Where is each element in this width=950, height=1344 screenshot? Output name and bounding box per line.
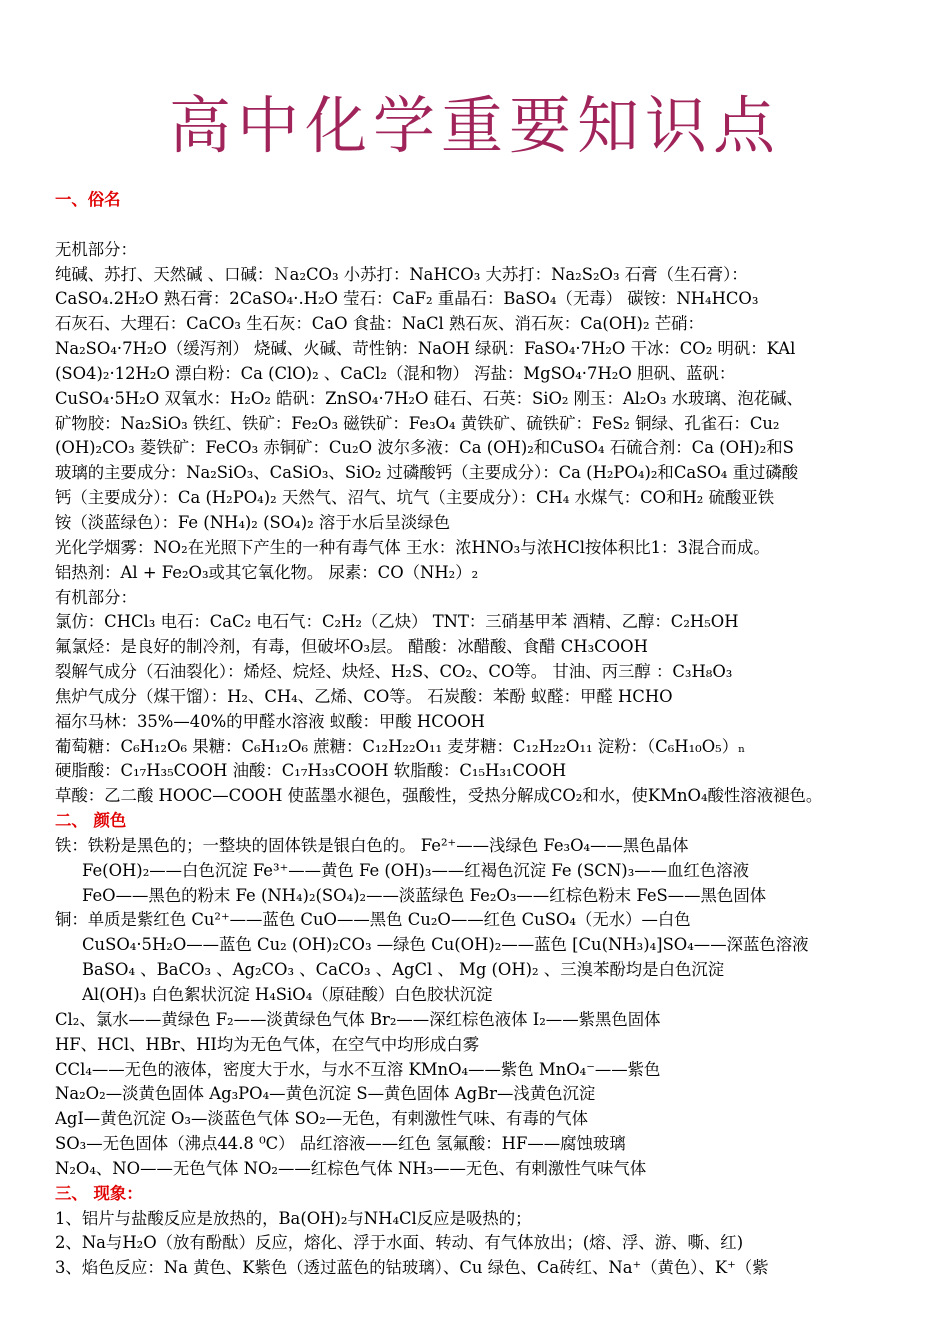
text-line: 纯碱、苏打、天然碱 、口碱：Ｎa₂CO₃ 小苏打：NaHCO₃ 大苏打：Na₂S₂O₃ 石膏（生石膏）： <box>55 264 748 284</box>
text-line: 有机部分： <box>55 587 137 607</box>
text-line: 3、焰色反应：Na 黄色、K紫色（透过蓝色的钴玻璃）、Cu 绿色、Ca砖红、Na⁺（黄色）、K⁺（紫 <box>55 1258 769 1278</box>
section-heading: 三、 现象： <box>55 1183 143 1203</box>
text-line: 葡萄糖：C₆H₁₂O₆ 果糖：C₆H₁₂O₆ 蔗糖：C₁₂H₂₂O₁₁ 麦芽糖：C₁₂H₂₂O₁₁ 淀粉：（C₆H₁₀O₅）ₙ <box>55 736 746 756</box>
text-line: 2、Na与H₂O（放有酚酞）反应，熔化、浮于水面、转动、有气体放出；(熔、浮、游、嘶、红) <box>55 1233 744 1253</box>
text-line: SO₃—无色固体（沸点44.8 ⁰C） 品红溶液——红色 氢氟酸：HF——腐蚀玻璃 <box>55 1134 626 1154</box>
text-line: Na₂O₂—淡黄色固体 Ag₃PO₄—黄色沉淀 S—黄色固体 AgBr—浅黄色沉淀 <box>55 1084 596 1104</box>
text-line: 玻璃的主要成分：Na₂SiO₃、CaSiO₃、SiO₂ 过磷酸钙（主要成分）：Ca (H₂PO₄)₂和CaSO₄ 重过磷酸 <box>55 463 799 483</box>
text-line: 裂解气成分（石油裂化）：烯烃、烷烃、炔烃、H₂S、CO₂、CO等。 甘油、丙三醇 ：C₃H₈O₃ <box>55 662 733 682</box>
text-line: CuSO₄·5H₂O——蓝色 Cu₂ (OH)₂CO₃ —绿色 Cu(OH)₂——蓝色 [Cu(NH₃)₄]SO₄——深蓝色溶液 <box>82 935 809 955</box>
text-line: 焦炉气成分（煤干馏）：H₂、CH₄、乙烯、CO等。 石炭酸：苯酚 蚁醛：甲醛 HCHO <box>55 686 673 706</box>
text-line: FeO——黑色的粉末 Fe (NH₄)₂(SO₄)₂——淡蓝绿色 Fe₂O₃——红棕色粉末 FeS——黑色固体 <box>82 885 767 905</box>
document-body <box>55 188 905 1281</box>
text-line: 草酸：乙二酸 HOOC—COOH 使蓝墨水褪色，强酸性，受热分解成CO₂和水，使KMnO₄酸性溶液褪色。 <box>55 786 823 806</box>
text-line: 铝热剂：Al + Fe₂O₃或其它氧化物。 尿素：CO（NH₂）₂ <box>55 562 479 582</box>
text-line: AgI—黄色沉淀 O₃—淡蓝色气体 SO₂—无色，有剌激性气味、有毒的气体 <box>55 1109 589 1129</box>
text-line: Al(OH)₃ 白色絮状沉淀 H₄SiO₄（原硅酸）白色胶状沉淀 <box>82 985 493 1004</box>
text-line: BaSO₄ 、BaCO₃ 、Ag₂CO₃ 、CaCO₃ 、AgCl 、 Mg (OH)₂ 、三溴苯酚均是白色沉淀 <box>82 960 725 980</box>
text-line: 硬脂酸：C₁₇H₃₅COOH 油酸：C₁₇H₃₃COOH 软脂酸：C₁₅H₃₁COOH <box>55 761 567 781</box>
text-line: 钙（主要成分）：Ca (H₂PO₄)₂ 天然气、沼气、坑气（主要成分）：CH₄ 水煤气：CO和H₂ 硫酸亚铁 <box>55 488 775 508</box>
text-line: 光化学烟雾：NO₂在光照下产生的一种有毒气体 王水：浓HNO₃与浓HCl按体积比1：3混合而成。 <box>55 537 770 557</box>
text-line: 石灰石、大理石：CaCO₃ 生石灰：CaO 食盐：NaCl 熟石灰、消石灰：Ca(OH)₂ 芒硝： <box>55 314 704 334</box>
text-line: HF、HCl、HBr、HI均为无色气体，在空气中均形成白雾 <box>55 1034 480 1054</box>
text-line: Cl₂、氯水——黄绿色 F₂——淡黄绿色气体 Br₂——深红棕色液体 I₂——紫黑色固体 <box>55 1009 661 1029</box>
text-line: (OH)₂CO₃ 菱铁矿：FeCO₃ 赤铜矿：Cu₂O 波尔多液：Ca (OH)₂和CuSO₄ 石硫合剂：Ca (OH)₂和S <box>55 438 794 458</box>
text-line: 福尔马林：35%—40%的甲醛水溶液 蚁酸：甲酸 HCOOH <box>55 711 485 731</box>
text-line: 铜：单质是紫红色 Cu²⁺——蓝色 CuO——黑色 Cu₂O——红色 CuSO₄（无水）—白色 <box>55 910 691 930</box>
section-heading: 一、俗名 <box>55 190 121 209</box>
text-line: 氟氯烃：是良好的制冷剂，有毒，但破坏O₃层。 醋酸：冰醋酸、食醋 CH₃COOH <box>55 637 648 657</box>
text-line: N₂O₄、NO——无色气体 NO₂——红棕色气体 NH₃——无色、有剌激性气味气体 <box>55 1158 647 1178</box>
text-line: 矿物胶：Na₂SiO₃ 铁红、铁矿：Fe₂O₃ 磁铁矿：Fe₃O₄ 黄铁矿、硫铁矿：FeS₂ 铜绿、孔雀石：Cu₂ <box>55 413 780 433</box>
text-line: 铵（淡蓝绿色）：Fe (NH₄)₂ (SO₄)₂ 溶于水后呈淡绿色 <box>55 512 451 532</box>
text-line: 1、铝片与盐酸反应是放热的，Ba(OH)₂与NH₄Cl反应是吸热的； <box>55 1208 532 1228</box>
text-line: CCl₄——无色的液体，密度大于水，与水不互溶 KMnO₄——紫色 MnO₄⁻——紫色 <box>55 1059 661 1079</box>
text-line: CaSO₄.2H₂O 熟石膏：2CaSO₄·.H₂O 莹石：CaF₂ 重晶石：BaSO₄（无毒） 碳铵：NH₄HCO₃ <box>55 289 759 309</box>
section-heading: 二、 颜色 <box>55 811 127 831</box>
blank-line <box>55 213 905 238</box>
document-title: 高中化学重要知识点 <box>168 89 781 162</box>
text-line: (SO4)₂·12H₂O 漂白粉：Ca (ClO)₂ 、CaCl₂（混和物） 泻盐：MgSO₄·7H₂O 胆矾、蓝矾： <box>55 363 736 383</box>
text-line: Na₂SO₄·7H₂O（缓泻剂） 烧碱、火碱、苛性钠：NaOH 绿矾：FaSO₄·7H₂O 干冰：CO₂ 明矾：KAl <box>55 339 796 359</box>
text-line: Fe(OH)₂——白色沉淀 Fe³⁺——黄色 Fe (OH)₃——红褐色沉淀 Fe (SCN)₃——血红色溶液 <box>82 860 750 880</box>
text-line: 无机部分： <box>55 239 137 259</box>
text-line: CuSO₄·5H₂O 双氧水：H₂O₂ 皓矾：ZnSO₄·7H₂O 硅石、石英：SiO₂ 刚玉：Al₂O₃ 水玻璃、泡花碱、 <box>55 388 803 408</box>
text-line: 铁：铁粉是黑色的；一整块的固体铁是银白色的。 Fe²⁺——浅绿色 Fe₃O₄——黑色晶体 <box>55 835 689 855</box>
text-line: 氯仿：CHCl₃ 电石：CaC₂ 电石气：C₂H₂（乙炔） TNT：三硝基甲苯 酒精、乙醇：C₂H₅OH <box>55 612 739 632</box>
